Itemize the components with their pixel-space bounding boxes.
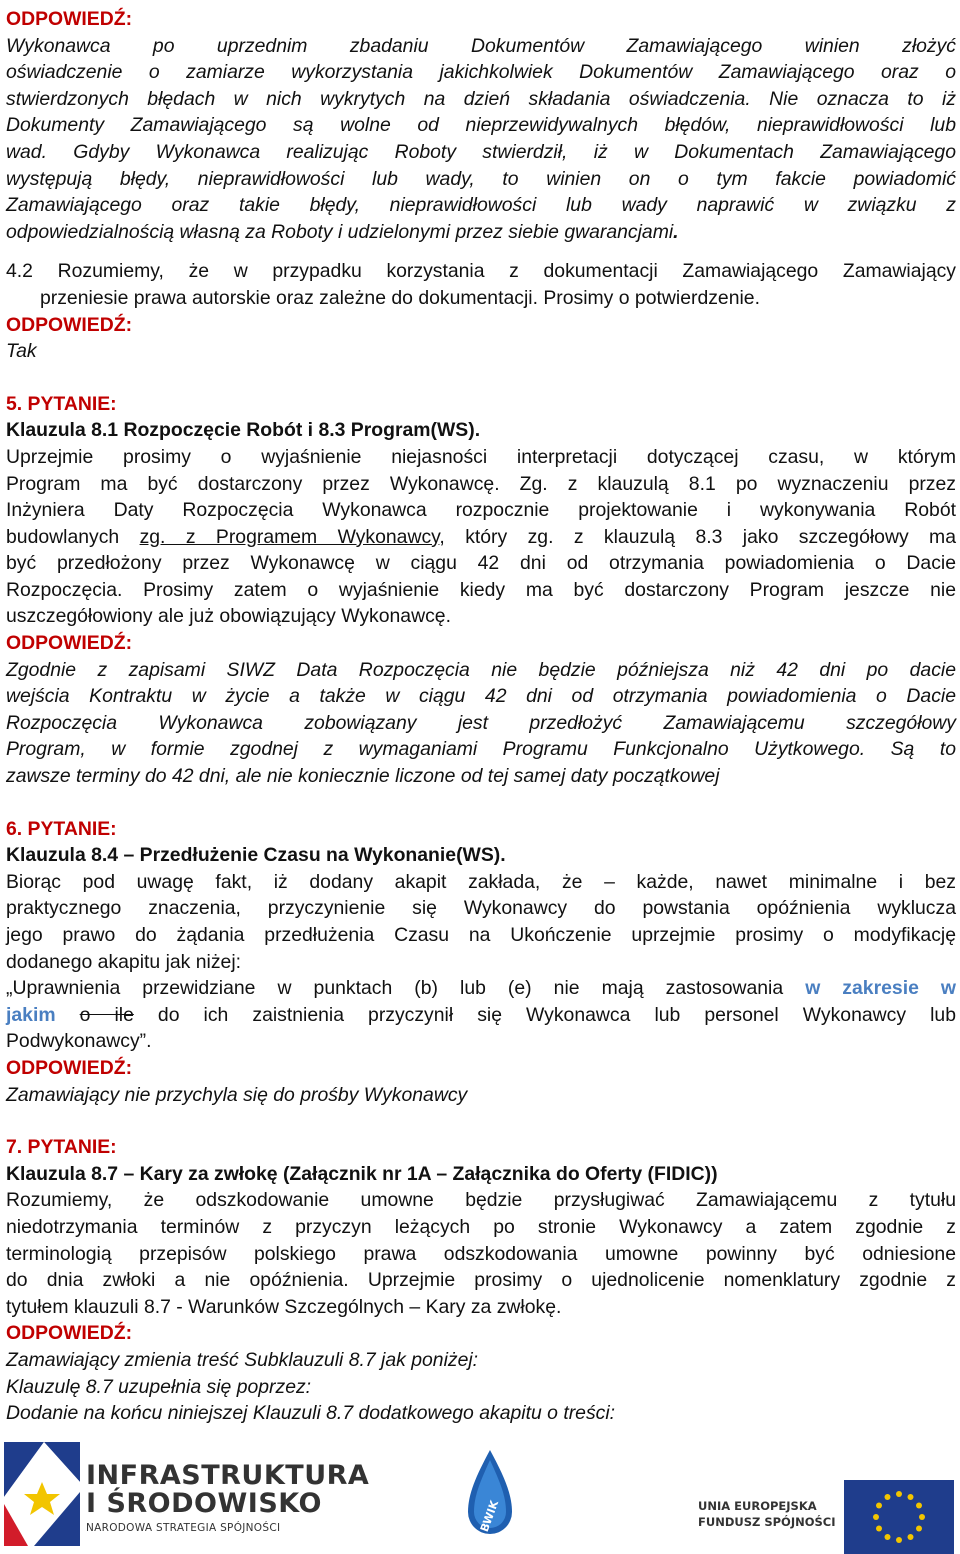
answer-text-line: Wykonawca po uprzednim zbadaniu Dokumentów Zamawiającego winien złożyć xyxy=(6,34,956,57)
inserted-text: jakim xyxy=(6,1003,56,1026)
bwik-logo-icon xyxy=(462,1446,518,1546)
spacer xyxy=(6,790,956,816)
question-6-line: jego prawo do żądania przedłużenia Czasu na Ukończenie uprzejmie prosimy o modyfikację xyxy=(6,924,956,946)
answer-7-line: Dodanie na końcu niniejszej Klauzuli 8.7 dodatkowego akapitu o treści: xyxy=(6,1402,616,1425)
answer-text-line: występują błędy, nieprawidłowości lub wady, to winien on o tym fakcie powiadomić xyxy=(6,167,956,190)
question-6-line: Podwykonawcy”. xyxy=(6,1030,152,1053)
question-7-heading: 7. PYTANIE: xyxy=(6,1136,117,1159)
answer-text-line: Dokumenty Zamawiającego są wolne od nieprzewidywalnych błędów, nieprawidłowości lub xyxy=(6,114,956,137)
text-fragment: do ich zaistnienia przyczynił się Wykonawca lub personel Wykonawcy lub xyxy=(133,1003,956,1026)
answer-text-fragment: wad. xyxy=(6,140,47,163)
answer-5-line: Rozpoczęcia Wykonawca zobowiązany jest przedłożyć Zamawiającemu szczegółowy xyxy=(6,711,956,734)
text-fragment: , który zg. z klauzulą 8.3 jako szczegółowy ma xyxy=(439,525,956,548)
logo-title-line-1: INFRASTRUKTURA xyxy=(86,1460,370,1491)
question-7-line: do dnia zwłoki a nie opóźnienia. Uprzejmie prosimy o ujednolicenie nomenklatury zgodnie z xyxy=(6,1269,956,1292)
answer-text-fragment: odpowiedzialnością własną za Roboty i udzielonymi przez siebie gwarancjami xyxy=(6,220,674,243)
answer-4-2: Tak xyxy=(6,340,37,363)
question-4-2-line: przeniesie prawa autorskie oraz zależne do dokumentacji. Prosimy o potwierdzenie. xyxy=(40,286,760,309)
question-7-line: terminologią przepisów polskiego prawa odszkodowania umowne powinny być odniesione xyxy=(6,1242,956,1265)
eu-fund-text xyxy=(698,1498,836,1530)
answer-text-fragment: . xyxy=(673,220,679,243)
answer-5-line: Zgodnie z zapisami SIWZ Data Rozpoczęcia nie będzie późniejsza niż 42 dni po dacie xyxy=(6,658,956,681)
answer-text-line xyxy=(6,86,956,113)
question-5-line: Inżyniera Daty Rozpoczęcia Wykonawca rozpocznie projektowanie i wykonywania Robót xyxy=(6,499,956,522)
question-7-line: tytułem klauzuli 8.7 - Warunków Szczególnych – Kary za zwłokę. xyxy=(6,1295,562,1318)
answer-label-6: ODPOWIEDŹ: xyxy=(6,1056,133,1079)
question-text: Rozumiemy, że w przypadku korzystania z dokumentacji Zamawiającego Zamawiający xyxy=(32,260,956,283)
answer-text-fragment: stwierdzonych błędach w nich wykrytych na dzień składania oświadczenia. xyxy=(6,87,751,110)
bwik-logo-text: BWIK xyxy=(477,1498,502,1534)
underlined-fragment: zg. z Programem Wykonawcy xyxy=(139,525,440,548)
question-7-line: niedotrzymania terminów z przyczyn leżących po stronie Wykonawcy a zatem zgodnie z xyxy=(6,1215,956,1238)
question-6-line: dodanego akapitu jak niżej: xyxy=(6,950,242,973)
question-5-clause: Klauzula 8.1 Rozpoczęcie Robót i 8.3 Program(WS). xyxy=(6,419,481,442)
answer-5-line: wejścia Kontraktu w życie a także w ciągu 42 dni od otrzymania powiadomienia o Dacie xyxy=(6,685,956,708)
spacer xyxy=(6,245,956,258)
question-5-line: Program ma być dostarczony przez Wykonawcę. Zg. z klauzulą 8.1 po wyznaczeniu przez xyxy=(6,472,956,495)
answer-7-line: Klauzulę 8.7 uzupełnia się poprzez: xyxy=(6,1375,312,1398)
question-5-heading: 5. PYTANIE: xyxy=(6,392,117,415)
eu-name: UNIA EUROPEJSKA xyxy=(698,1499,817,1513)
fund-name: FUNDUSZ SPÓJNOŚCI xyxy=(698,1515,836,1529)
answer-6: Zamawiający nie przychyla się do prośby Wykonawcy xyxy=(6,1083,468,1106)
question-6-line xyxy=(6,975,956,1002)
question-5-line: być przedłożony przez Wykonawcę w ciągu 42 dni od otrzymania powiadomienia o Dacie xyxy=(6,552,956,575)
answer-text-line xyxy=(6,139,956,166)
footer-logos xyxy=(0,1440,960,1548)
inserted-text: w zakresie w xyxy=(805,977,956,1000)
question-7-clause: Klauzula 8.7 – Kary za zwłokę (Załącznik nr 1A – Załącznika do Oferty (FIDIC)) xyxy=(6,1162,718,1185)
infrastruktura-logo-text xyxy=(86,1462,369,1534)
answer-text-fragment: Gdyby Wykonawca realizując Roboty stwierdził, iż w Dokumentach Zamawiającego xyxy=(46,140,956,163)
text-fragment: „Uprawnienia przewidziane w punktach (b) lub (e) nie mają zastosowania xyxy=(6,977,806,1000)
answer-text-line: Zamawiającego oraz takie błędy, nieprawidłowości lub wady naprawić w związku z xyxy=(6,194,956,217)
answer-label-7: ODPOWIEDŹ: xyxy=(6,1322,133,1345)
answer-7-line: Zamawiający zmienia treść Subklauzuli 8.7 jak poniżej: xyxy=(6,1348,479,1371)
question-6-line: praktycznego znaczenia, przyczynienie się Wykonawcy do powstania opóźnienia wyklucza xyxy=(6,897,956,920)
question-6-clause: Klauzula 8.4 – Przedłużenie Czasu na Wykonanie(WS). xyxy=(6,844,506,867)
answer-5-line: Program, w formie zgodnej z wymaganiami Programu Funkcjonalno Użytkowego. Są to xyxy=(6,738,956,761)
question-5-line: uszczegółowiony ale już obowiązujący Wykonawcę. xyxy=(6,605,451,628)
question-5-line: Uprzejmie prosimy o wyjaśnienie niejasności interpretacji dotyczącej czasu, w którym xyxy=(6,445,956,468)
spacer xyxy=(6,365,956,391)
logo-title-line-2: I ŚRODOWISKO xyxy=(86,1488,322,1519)
answer-text-line: oświadczenie o zamiarze wykorzystania jakichkolwiek Dokumentów Zamawiającego oraz o xyxy=(6,61,956,84)
question-4-2-line xyxy=(6,258,956,285)
question-6-heading: 6. PYTANIE: xyxy=(6,817,117,840)
deleted-text: o ile xyxy=(79,1003,134,1026)
answer-label-5: ODPOWIEDŹ: xyxy=(6,632,133,655)
infrastruktura-logo-icon xyxy=(4,1442,80,1546)
spacer xyxy=(6,1108,956,1134)
question-5-line: Rozpoczęcia. Prosimy zatem o wyjaśnienie kiedy ma być dostarczony Program jeszcze nie xyxy=(6,578,956,601)
answer-label-4-2: ODPOWIEDŹ: xyxy=(6,313,133,336)
document-page xyxy=(6,6,956,1427)
answer-text-fragment: Nie oznacza to iż xyxy=(750,87,956,110)
question-5-line xyxy=(6,524,956,551)
answer-5-line: zawsze terminy do 42 dni, ale nie koniecznie liczone od tej samej daty początkowej xyxy=(6,765,720,788)
answer-label-1: ODPOWIEDŹ: xyxy=(6,8,133,30)
question-6-line: Biorąc pod uwagę fakt, iż dodany akapit zakłada, że – każde, nawet minimalne i bez xyxy=(6,870,956,893)
question-number: 4.2 xyxy=(6,260,33,283)
logo-subtitle: NARODOWA STRATEGIA SPÓJNOŚCI xyxy=(86,1522,281,1534)
answer-text-line xyxy=(6,219,956,246)
question-7-line: Rozumiemy, że odszkodowanie umowne będzie przysługiwać Zamawiającemu z tytułu xyxy=(6,1189,956,1212)
text-fragment: budowlanych xyxy=(6,525,140,548)
question-6-line xyxy=(6,1002,956,1029)
eu-flag-icon xyxy=(844,1480,954,1554)
